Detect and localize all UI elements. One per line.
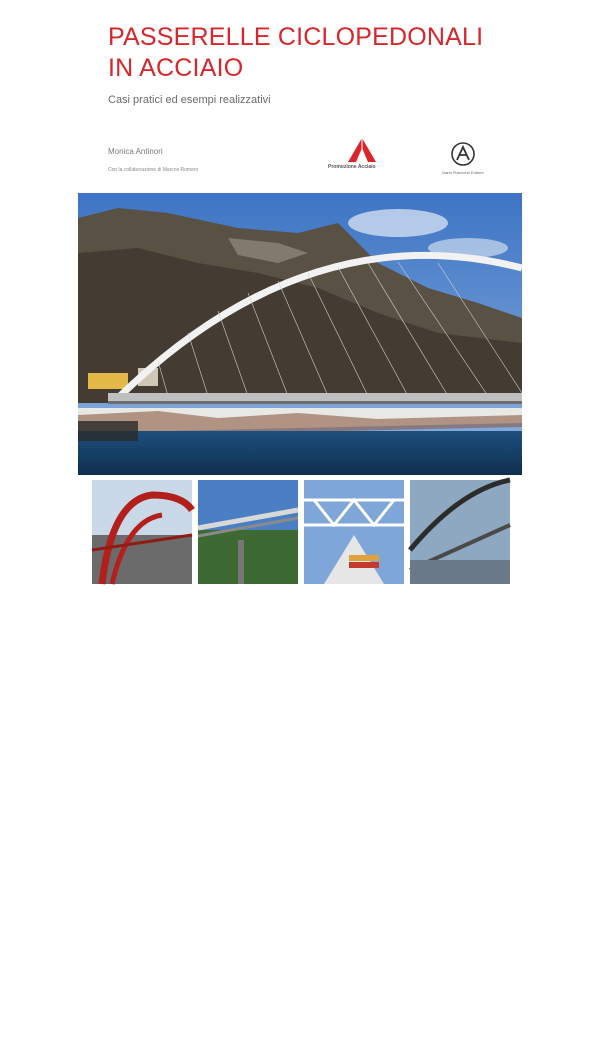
collaboration-note: Con la collaborazione di Marcos Romero [108, 167, 199, 173]
flaccovio-logo [433, 140, 493, 180]
thumbnail-strip [92, 480, 512, 1039]
stamp-line-2: LIBRI [404, 1027, 436, 1039]
stamp-line-1: VENDIAMO [404, 1016, 468, 1028]
book-title [108, 22, 483, 84]
bookstore-stamp [404, 1017, 467, 1039]
author-name: Monica Antinori [108, 147, 163, 156]
thumbnail-truss-bridge [304, 480, 404, 584]
triangle-logo-icon [328, 134, 398, 164]
logo2-label: Dario Flaccovio Editore [442, 170, 484, 175]
title-line-2: IN ACCIAIO [108, 54, 244, 82]
book-subtitle: Casi pratici ed esempi realizzativi [108, 94, 271, 106]
title-line-1: PASSERELLE CICLOPEDONALI [108, 23, 484, 51]
logo1-label: Promozione Acciaio [328, 164, 376, 170]
bridge-photo [78, 193, 522, 475]
thumbnail-green-bridge [198, 480, 298, 584]
book-cover [78, 0, 522, 1039]
thumbnail-red-bridge [92, 480, 192, 584]
thumbnail-grey-bridge [410, 480, 510, 584]
promozione-acciaio-logo [328, 134, 398, 180]
circle-monogram-icon [433, 140, 493, 170]
